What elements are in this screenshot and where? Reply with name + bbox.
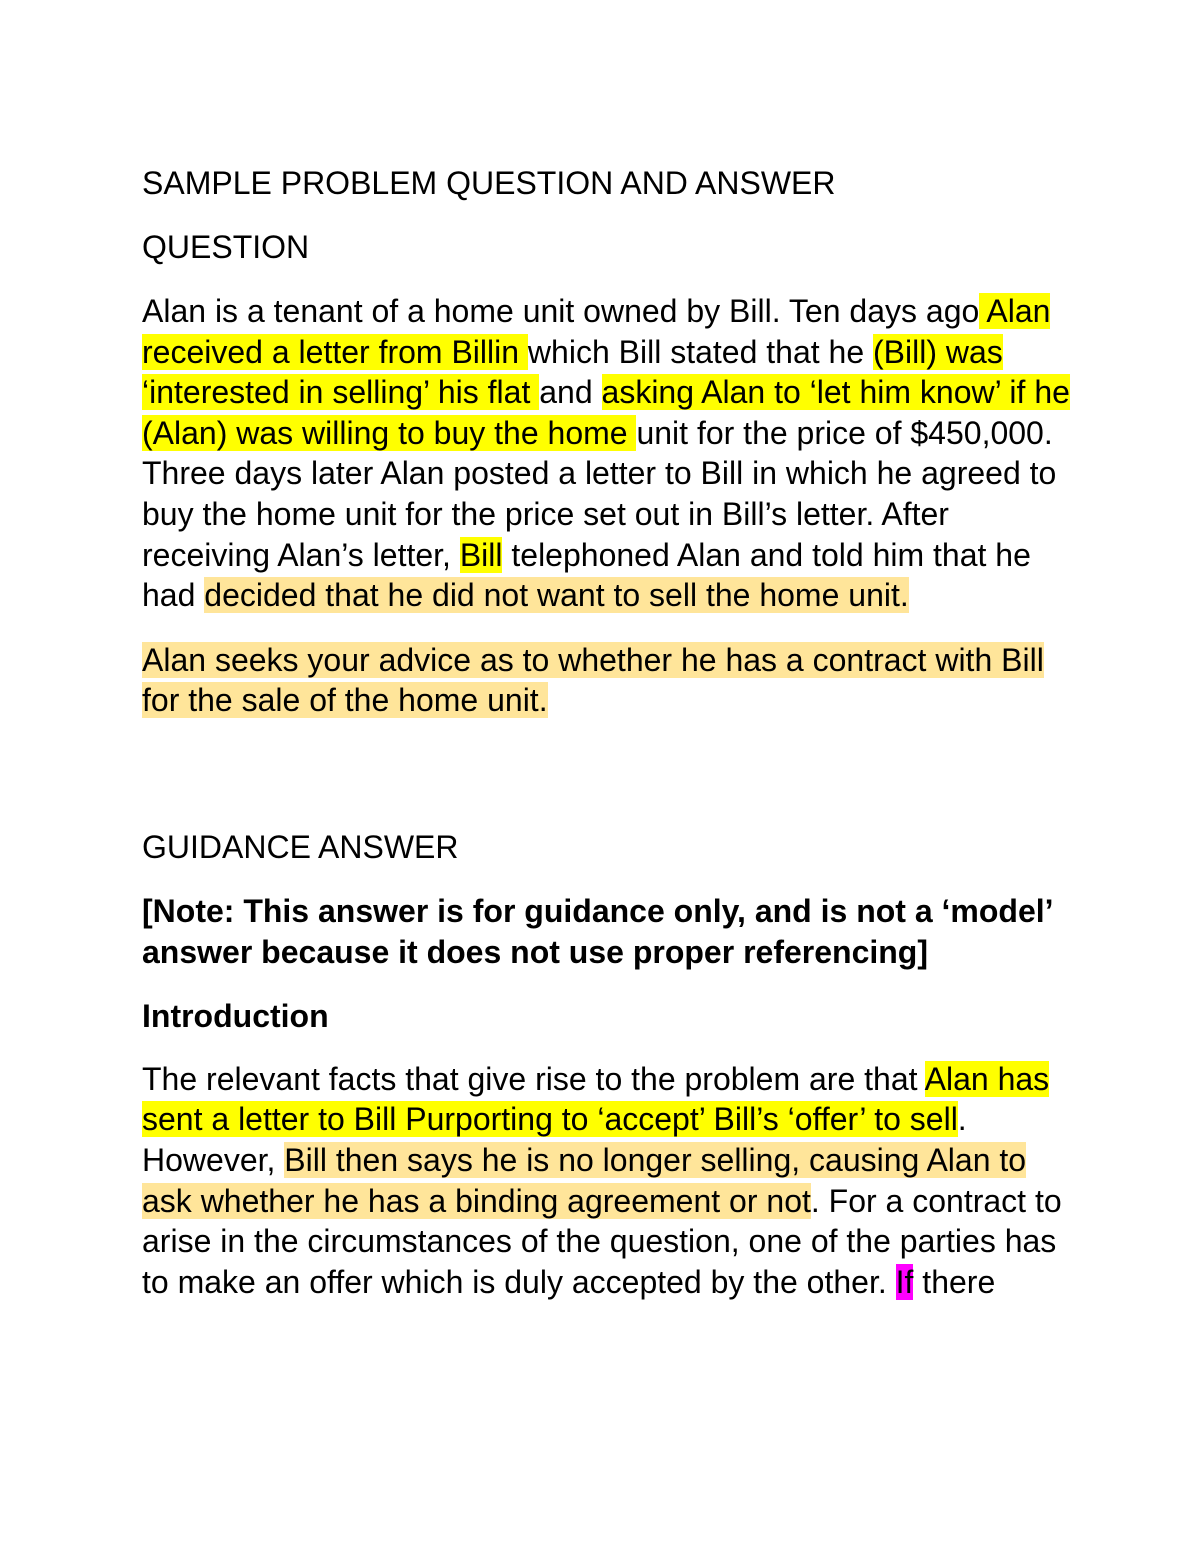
- section-spacer: [142, 745, 1072, 827]
- text-run: telephoned Alan and told him that he had: [142, 536, 1031, 614]
- advice-paragraph: [142, 640, 1072, 721]
- question-paragraph: [142, 291, 1072, 616]
- guidance-note: [Note: This answer is for guidance only, and is not a ‘model’ answer because it does not use proper referencing]: [142, 892, 1052, 970]
- text-run: Alan is a tenant of a home unit owned by Bill. Ten days ago: [142, 293, 980, 329]
- text-run: . For a contract to arise in the circumstances of the question, one of the parties has to make an offer which is duly accepted by the other.: [142, 1182, 1062, 1300]
- intro-heading: Introduction: [142, 998, 329, 1035]
- document-title: SAMPLE PROBLEM QUESTION AND ANSWER: [142, 165, 836, 201]
- question-heading: QUESTION: [142, 229, 310, 265]
- text-run: there: [913, 1263, 996, 1300]
- highlighted-text-run: Alan seeks your advice as to whether he has a contract with Bill for the sale of the home unit.: [142, 641, 1044, 719]
- highlighted-text-run: decided that he did not want to sell the home unit.: [204, 577, 909, 614]
- highlighted-text-run: Bill: [459, 536, 503, 573]
- answer-heading: GUIDANCE ANSWER: [142, 828, 459, 865]
- text-run: which Bill stated that he: [527, 333, 873, 370]
- text-run: unit for the price of $450,000. Three days later Alan posted a letter to Bill in which he agreed to buy the home unit for the price set out in Bill’s letter. After receiving Alan’s letter,: [142, 414, 1057, 573]
- text-run: . However,: [142, 1101, 967, 1178]
- highlighted-text-run: Alan received a letter from Billin: [142, 293, 1051, 370]
- highlighted-text-run: If: [895, 1263, 914, 1300]
- intro-paragraph: [142, 1059, 1072, 1303]
- highlighted-text-run: Bill then says he is no longer selling, causing Alan to ask whether he has a binding agreement or not: [142, 1141, 1027, 1219]
- document-page: [142, 163, 1072, 1326]
- text-run: The relevant facts that give rise to the problem are that: [142, 1060, 925, 1097]
- highlighted-text-run: asking Alan to ‘let him know’ if he (Alan) was willing to buy the home: [142, 374, 1070, 451]
- text-run: and: [539, 374, 602, 411]
- highlighted-text-run: (Bill) was ‘interested in selling’ his flat: [142, 333, 1003, 411]
- highlighted-text-run: Alan has sent a letter to Bill Purporting to ‘accept’ Bill’s ‘offer’ to sell: [142, 1060, 1050, 1138]
